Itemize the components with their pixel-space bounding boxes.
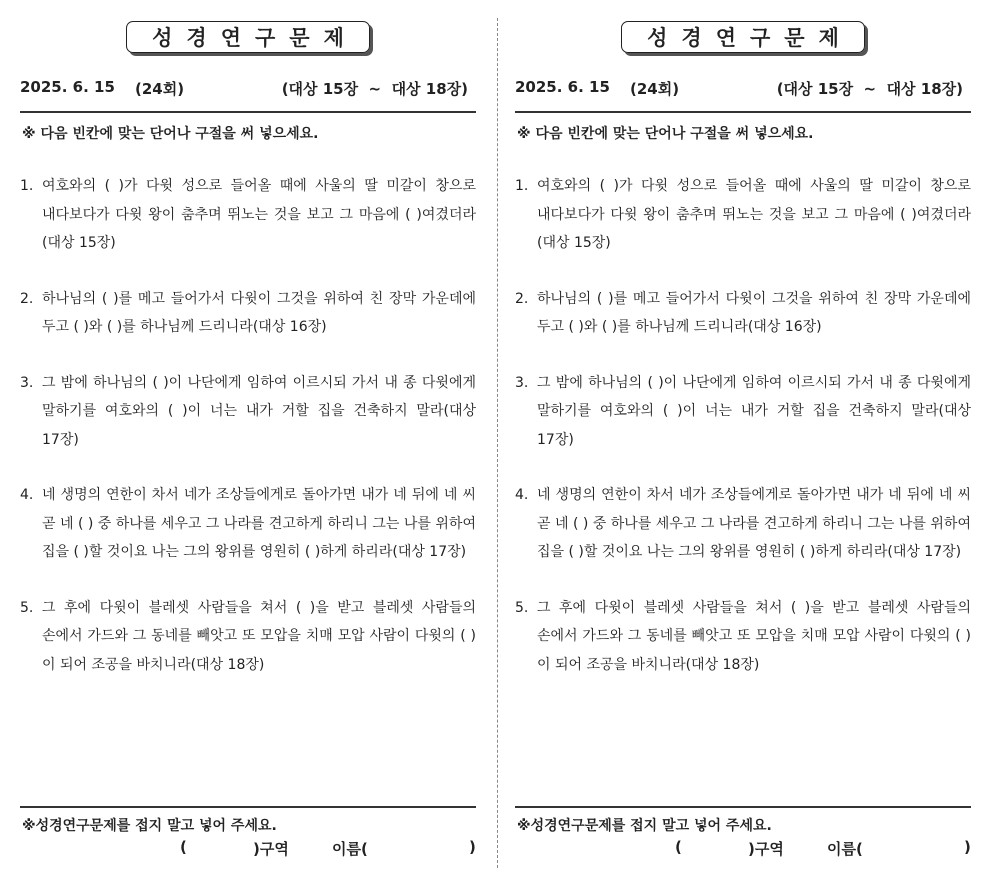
question-text: 그 밤에 하나님의 ( )이 나단에게 임하여 이르시되 가서 내 종 다윗에게 말하기를 여호와의 ( )이 너는 내가 거할 집을 건축하지 말라(대상 17장) bbox=[537, 374, 971, 448]
footer-fields bbox=[20, 838, 476, 860]
question-text: 네 생명의 연한이 차서 네가 조상들에게로 돌아가면 내가 네 뒤에 네 씨 곧 네 ( ) 중 하나를 세우고 그 나라를 견고하게 하리니 그는 나를 위하여 집을 ( )할 것이요 나는 그의 왕위를 영원히 ( )하게 하리라(대상 17장) bbox=[537, 487, 971, 560]
name-close: ) bbox=[469, 838, 476, 856]
question-number: 4. bbox=[515, 487, 529, 503]
question-text: 하나님의 ( )를 메고 들어가서 다윗이 그것을 위하여 친 장막 가운데에 두고 ( )와 ( )를 하나님께 드리니라(대상 16장) bbox=[537, 290, 971, 335]
name-label: 이름( bbox=[332, 840, 368, 858]
header-divider bbox=[515, 111, 971, 113]
question-list bbox=[515, 172, 971, 706]
question-5 bbox=[20, 594, 476, 680]
question-number: 3. bbox=[20, 374, 34, 391]
question-text: 여호와의 ( )가 다윗 성으로 들어올 때에 사울의 딸 미갈이 창으로 내다보다가 다윗 왕이 춤추며 뛰노는 것을 보고 그 마음에 ( )여겼더라(대상 15장) bbox=[42, 178, 476, 251]
worksheet-left bbox=[20, 0, 476, 892]
worksheet-right bbox=[515, 0, 971, 892]
date: 2025. 6. 15 bbox=[20, 78, 115, 96]
district-open: ( bbox=[180, 838, 187, 856]
district-open: ( bbox=[675, 838, 682, 856]
question-list bbox=[20, 172, 476, 706]
question-3 bbox=[20, 369, 476, 455]
question-number: 1. bbox=[515, 178, 529, 194]
question-number: 2. bbox=[515, 290, 529, 307]
question-text: 여호와의 ( )가 다윗 성으로 들어올 때에 사울의 딸 미갈이 창으로 내다보다가 다윗 왕이 춤추며 뛰노는 것을 보고 그 마음에 ( )여겼더라(대상 15장) bbox=[537, 178, 971, 251]
chapter-range: (대상 15장 ~ 대상 18장) bbox=[281, 80, 468, 98]
footer-divider bbox=[515, 806, 971, 808]
worksheet-title: 성경연구문제 bbox=[621, 21, 865, 53]
footer-divider bbox=[20, 806, 476, 808]
question-4 bbox=[515, 481, 971, 567]
district-label: )구역 bbox=[748, 840, 784, 858]
chapter-range: (대상 15장 ~ 대상 18장) bbox=[776, 80, 963, 98]
round: (24회) bbox=[630, 80, 680, 98]
question-number: 4. bbox=[20, 487, 34, 503]
cut-line bbox=[497, 18, 498, 868]
question-text: 그 후에 다윗이 블레셋 사람들을 쳐서 ( )을 받고 블레셋 사람들의 손에서 가드와 그 동네를 빼앗고 또 모압을 치매 모압 사람이 다윗의 ( )이 되어 조공을 바치니라(대상 18장) bbox=[42, 599, 476, 673]
question-text: 그 후에 다윗이 블레셋 사람들을 쳐서 ( )을 받고 블레셋 사람들의 손에서 가드와 그 동네를 빼앗고 또 모압을 치매 모압 사람이 다윗의 ( )이 되어 조공을 바치니라(대상 18장) bbox=[537, 599, 971, 673]
instruction: ※ 다음 빈칸에 맞는 단어나 구절을 써 넣으세요. bbox=[22, 126, 319, 142]
header-divider bbox=[20, 111, 476, 113]
question-text: 네 생명의 연한이 차서 네가 조상들에게로 돌아가면 내가 네 뒤에 네 씨 곧 네 ( ) 중 하나를 세우고 그 나라를 견고하게 하리니 그는 나를 위하여 집을 ( )할 것이요 나는 그의 왕위를 영원히 ( )하게 하리라(대상 17장) bbox=[42, 487, 476, 560]
date: 2025. 6. 15 bbox=[515, 78, 610, 96]
question-number: 1. bbox=[20, 178, 34, 194]
worksheet-title: 성경연구문제 bbox=[126, 21, 370, 53]
question-4 bbox=[20, 481, 476, 567]
round: (24회) bbox=[135, 80, 185, 98]
question-text: 그 밤에 하나님의 ( )이 나단에게 임하여 이르시되 가서 내 종 다윗에게 말하기를 여호와의 ( )이 너는 내가 거할 집을 건축하지 말라(대상 17장) bbox=[42, 374, 476, 448]
footer-fields bbox=[515, 838, 971, 860]
footer-note: ※성경연구문제를 접지 말고 넣어 주세요. bbox=[517, 818, 772, 834]
header-row bbox=[515, 78, 971, 100]
instruction: ※ 다음 빈칸에 맞는 단어나 구절을 써 넣으세요. bbox=[517, 126, 814, 142]
header-row bbox=[20, 78, 476, 100]
question-2 bbox=[515, 285, 971, 342]
question-1 bbox=[515, 172, 971, 258]
name-label: 이름( bbox=[827, 840, 863, 858]
district-label: )구역 bbox=[253, 840, 289, 858]
name-close: ) bbox=[964, 838, 971, 856]
question-number: 3. bbox=[515, 374, 529, 391]
footer-note: ※성경연구문제를 접지 말고 넣어 주세요. bbox=[22, 818, 277, 834]
question-text: 하나님의 ( )를 메고 들어가서 다윗이 그것을 위하여 친 장막 가운데에 두고 ( )와 ( )를 하나님께 드리니라(대상 16장) bbox=[42, 290, 476, 335]
question-number: 5. bbox=[515, 599, 529, 616]
question-1 bbox=[20, 172, 476, 258]
question-number: 5. bbox=[20, 599, 34, 616]
question-3 bbox=[515, 369, 971, 455]
question-5 bbox=[515, 594, 971, 680]
question-2 bbox=[20, 285, 476, 342]
question-number: 2. bbox=[20, 290, 34, 307]
